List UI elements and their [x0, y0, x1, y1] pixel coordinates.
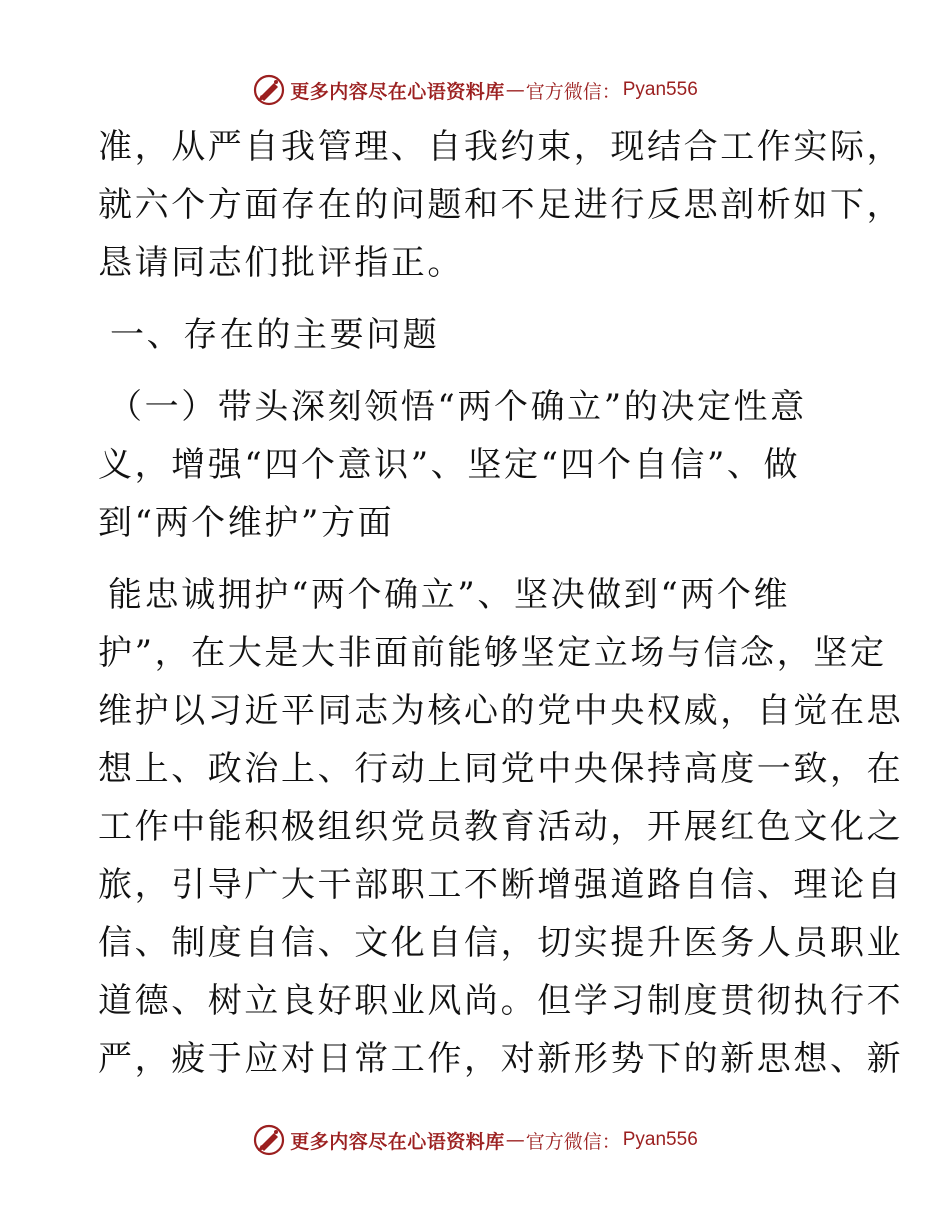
paragraph-line: 信、制度自信、文化自信，切实提升医务人员职业 [98, 923, 904, 963]
paragraph-line: 工作中能积极组织党员教育活动，开展红色文化之 [98, 807, 904, 847]
section-heading: 一、存在的主要问题 [110, 315, 440, 355]
header-watermark [0, 70, 950, 110]
footer-watermark [0, 1120, 950, 1160]
watermark-dash: — [505, 1129, 525, 1151]
paragraph-line: 就六个方面存在的问题和不足进行反思剖析如下， [98, 185, 904, 225]
subsection-heading-line: （一）带头深刻领悟“两个确立”的决定性意 [108, 387, 807, 427]
paragraph-line: 道德、树立良好职业风尚。但学习制度贯彻执行不 [98, 981, 904, 1021]
watermark-wechat-id: Pyan556 [622, 1129, 698, 1150]
paragraph-line: 旅，引导广大干部职工不断增强道路自信、理论自 [98, 865, 904, 905]
paragraph-line: 准，从严自我管理、自我约束，现结合工作实际， [98, 127, 904, 167]
subsection-heading-line: 义，增强“四个意识”、坚定“四个自信”、做 [98, 445, 801, 485]
watermark-label: 官方微信： [525, 1130, 621, 1153]
paragraph-line: 维护以习近平同志为核心的党中央权威，自觉在思 [98, 691, 904, 731]
paragraph-line: 护”，在大是大非面前能够坚定立场与信念，坚定 [98, 633, 887, 673]
document-body [98, 118, 904, 1088]
watermark-brand: 更多内容尽在心语资料库 [290, 80, 505, 103]
pen-logo-icon [252, 73, 286, 107]
paragraph-line: 严，疲于应对日常工作，对新形势下的新思想、新 [98, 1039, 904, 1079]
watermark-label: 官方微信： [525, 80, 621, 103]
paragraph-line: 恳请同志们批评指正。 [98, 243, 464, 283]
paragraph-line: 能忠诚拥护“两个确立”、坚决做到“两个维 [108, 575, 791, 615]
watermark-brand: 更多内容尽在心语资料库 [290, 1130, 505, 1153]
paragraph-line: 想上、政治上、行动上同党中央保持高度一致，在 [98, 749, 904, 789]
pen-logo-icon [252, 1123, 286, 1157]
watermark-wechat-id: Pyan556 [622, 79, 698, 100]
subsection-heading-line: 到“两个维护”方面 [98, 503, 395, 543]
watermark-dash: — [505, 79, 525, 101]
